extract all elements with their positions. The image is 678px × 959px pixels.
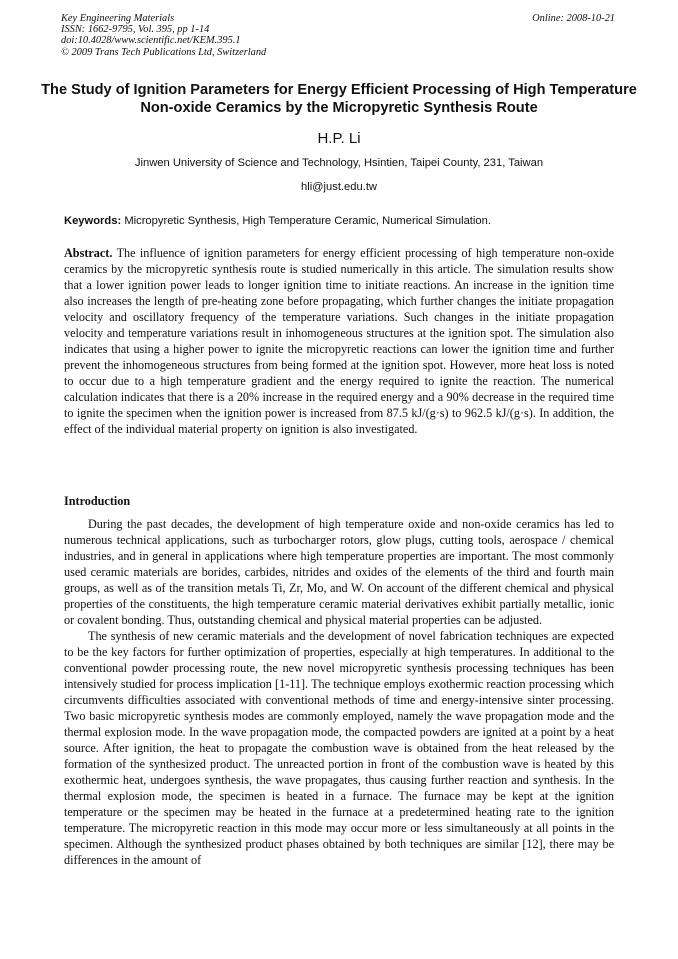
doi-line: doi:10.4028/www.scientific.net/KEM.395.1 <box>61 35 241 47</box>
author-email: hli@just.edu.tw <box>300 181 378 193</box>
paper-title: The Study of Ignition Parameters for Energy Efficient Processing of High Temperature Non-oxide Ceramics by the Micropyretic Synthesis Route <box>41 82 637 116</box>
introduction-body <box>64 516 614 868</box>
abstract <box>64 245 614 437</box>
copyright-line: © 2009 Trans Tech Publications Ltd, Switzerland <box>61 46 267 58</box>
online-date: Online: 2008-10-21 <box>532 13 615 24</box>
journal-name: Key Engineering Materials <box>61 13 175 24</box>
abstract-text: The influence of ignition parameters for energy efficient processing of high temperature non-oxide ceramics by the micropyretic synthesis route is studied numerically in this article. The simulation results show that a lower ignition power leads to longer ignition time to initiate reactions. An increase in the ignition time also increases the length of pre-heating zone before propagating, which further changes the initiate propagation velocity and oscillatory frequency of the temperature variations. Such changes in the initiate propagation velocity and temperature variations result in inhomogeneous structures at the ignition spot. The simulation also indicates that using a higher power to ignite the micropyretic reactions can lower the ignition time and further prevent the inhomogeneous structures from being formed at the ignition spot. However, more heat loss is noted to occur due to a high temperature gradient and the energy required to ignite the reaction. The numerical calculation indicates that there is a 20% increase in the required energy and a 90% decrease in the required time to ignite the specimen when the ignition power is increased from 87.5 kJ/(g·s) to 962.5 kJ/(g·s). In addition, the effect of the individual material property on ignition is also investigated. <box>64 246 615 436</box>
issn-volume-pages: ISSN: 1662-9795, Vol. 395, pp 1-14 <box>61 24 210 36</box>
author-name: H.P. Li <box>317 130 361 147</box>
keywords-label: Keywords: <box>64 215 122 227</box>
journal-header <box>61 13 266 58</box>
author-affiliation: Jinwen University of Science and Technology, Hsintien, Taipei County, 231, Taiwan <box>134 157 544 169</box>
intro-paragraph: During the past decades, the development of high temperature oxide and non-oxide ceramics has led to numerous technical applications, such as turbocharger rotors, glow plugs, cutting tools, aerospace / chemical industries, and in general in applications where high temperature properties are important. The most commonly used ceramic materials are borides, carbides, nitrides and oxides of the elements of the third and fourth main groups, as well as of the transition metals Ti, Zr, Mo, and W. On account of the different chemical and physical properties of the constituents, the high temperature ceramic material derivatives exhibit partially metallic, ionic or covalent bonding. Thus, outstanding chemical and physical material properties can be adjusted. <box>64 517 614 627</box>
section-heading-introduction: Introduction <box>64 494 131 508</box>
keywords <box>64 214 619 228</box>
intro-paragraph: The synthesis of new ceramic materials and the development of novel fabrication techniques are expected to be the key factors for further optimization of properties, especially at high temperatures. In additional to the conventional powder processing route, the new novel micropyretic synthesis processing techniques has been intensively studied for process implication [1-11]. The technique employs exothermic reaction processing which circumvents difficulties associated with conventional methods of time and energy-intensive sinter processing. Two basic micropyretic synthesis modes are commonly employed, namely the wave propagation mode and the thermal explosion mode. In the wave propagation mode, the compacted powders are ignited at a point by a heat source. After ignition, the heat to propagate the combustion wave is obtained from the heat released by the formation of the synthesized product. The unreacted portion in front of the combustion wave is heated by this exothermic heat, undergoes synthesis, the wave propagates, thus causing further reaction and synthesis. In the thermal explosion mode, the specimen is heated in a furnace. The furnace may be kept at the ignition temperature or the specimen may be heated in the furnace at a predetermined heating rate to the ignition temperature. The micropyretic reaction in this mode may occur more or less simultaneously at all points in the specimen. Although the synthesized product phases obtained by both techniques are similar [12], there may be differences in the amount of <box>64 629 614 867</box>
keywords-text: Micropyretic Synthesis, High Temperature Ceramic, Numerical Simulation. <box>124 215 491 227</box>
abstract-label: Abstract. <box>64 246 113 260</box>
